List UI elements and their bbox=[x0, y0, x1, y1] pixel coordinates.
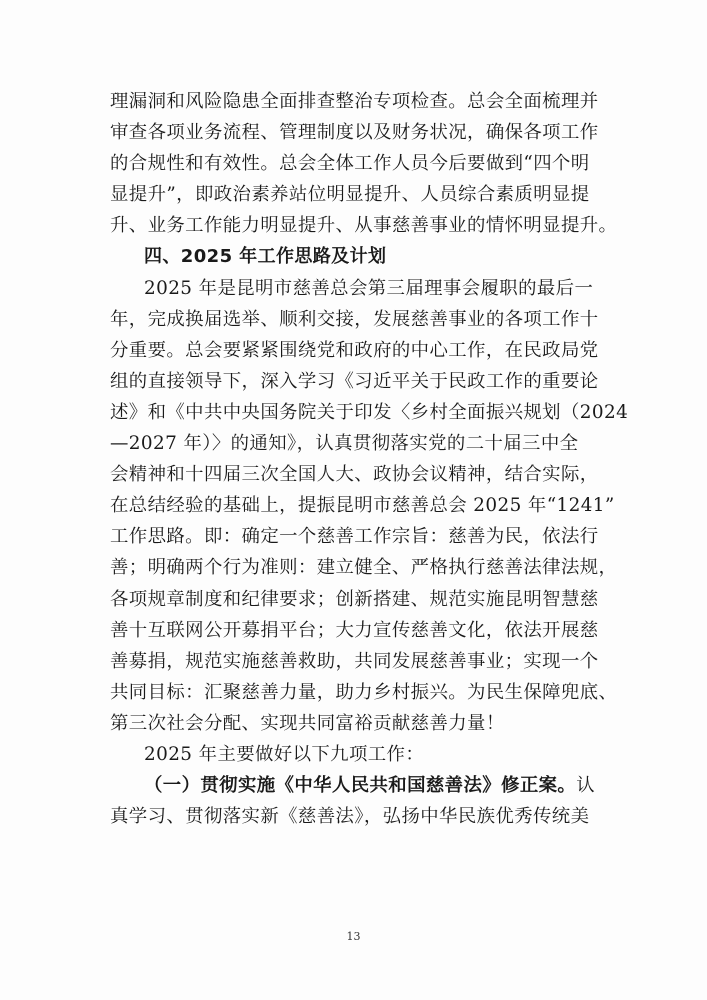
text-line: 的合规性和有效性。总会全体工作人员今后要做到“四个明 bbox=[110, 153, 590, 175]
text-line: 善十互联网公开募捐平台；大力宣传慈善文化，依法开展慈 bbox=[110, 619, 599, 641]
text-line: 真学习、贯彻落实新《慈善法》，弘扬中华民族优秀传统美 bbox=[110, 806, 590, 828]
section-heading: 四、2025 年工作思路及计划 bbox=[144, 246, 387, 268]
text-line: 在总结经验的基础上，提振昆明市慈善总会 2025 年“1241” bbox=[110, 495, 615, 517]
text-line: 理漏洞和风险隐患全面排查整治专项检查。总会全面梳理并 bbox=[110, 91, 599, 112]
subsection-line bbox=[110, 770, 610, 801]
subsection-heading: （一）贯彻实施《中华人民共和国慈善法》修正案。 bbox=[144, 775, 577, 797]
text-line: 分重要。总会要紧紧围绕党和政府的中心工作，在民政局党 bbox=[110, 339, 599, 361]
body-text bbox=[110, 86, 629, 832]
text-line: 第三次社会分配、实现共同富裕贡献慈善力量！ bbox=[110, 712, 505, 734]
text-line: 年，完成换届选举、顺利交接，发展慈善事业的各项工作十 bbox=[110, 308, 599, 330]
text-line: 审查各项业务流程、管理制度以及财务状况，确保各项工作 bbox=[110, 122, 599, 144]
text-line: 会精神和十四届三次全国人大、政协会议精神，结合实际， bbox=[110, 464, 599, 486]
text-line: 工作思路。即：确定一个慈善工作宗旨：慈善为民，依法行 bbox=[110, 526, 599, 548]
text-line: 升、业务工作能力明显提升、从事慈善事业的情怀明显提升。 bbox=[110, 215, 618, 237]
text-line: 述》和《中共中央国务院关于印发〈乡村全面振兴规划（2024 bbox=[110, 401, 629, 423]
text-line: 2025 年是昆明市慈善总会第三届理事会履职的最后一 bbox=[144, 277, 594, 299]
text-line: 显提升”，即政治素养站位明显提升、人员综合素质明显提 bbox=[110, 184, 590, 206]
text-line: 善募捐，规范实施慈善救助，共同发展慈善事业；实现一个 bbox=[110, 650, 599, 672]
text-line: 共同目标：汇聚慈善力量，助力乡村振兴。为民生保障兜底、 bbox=[110, 681, 618, 703]
text-line: —2027 年）〉的通知》，认真贯彻落实党的二十届三中全 bbox=[110, 433, 579, 455]
text-line: 各项规章制度和纪律要求；创新搭建、规范实施昆明智慧慈 bbox=[110, 588, 599, 610]
text-line: 组的直接领导下，深入学习《习近平关于民政工作的重要论 bbox=[110, 370, 599, 392]
text-line: 2025 年主要做好以下九项工作： bbox=[144, 743, 425, 765]
page-number: 13 bbox=[346, 930, 361, 943]
text-line: 善；明确两个行为准则：建立健全、严格执行慈善法律法规， bbox=[110, 557, 618, 579]
text-fragment: 认 bbox=[576, 775, 595, 797]
